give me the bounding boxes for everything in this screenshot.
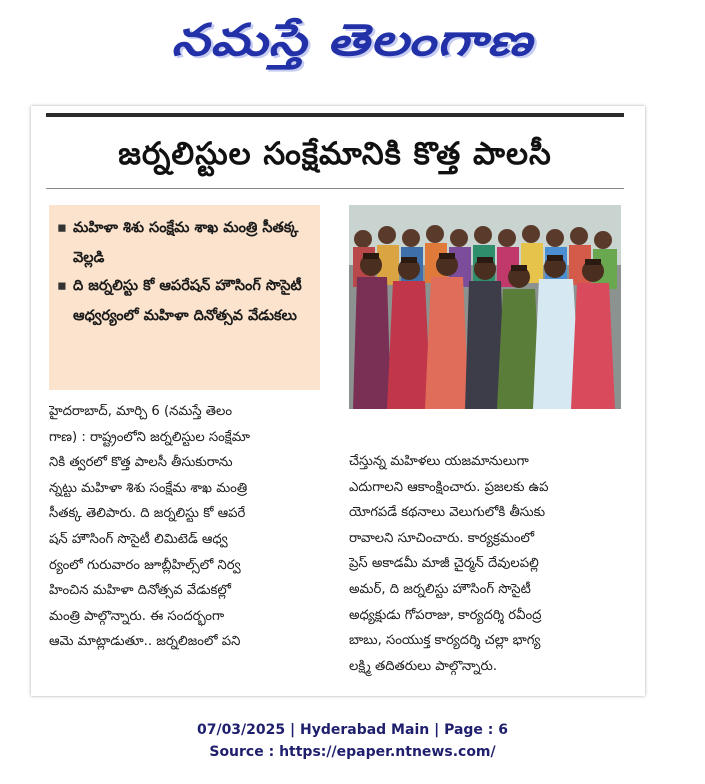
highlight-text: మహిళా శిశు సంక్షేమ శాఖ మంత్రి సీతక్క వెల్లడి <box>73 220 299 266</box>
article-clipping <box>31 106 645 696</box>
highlight-item <box>57 213 319 273</box>
body-line: ప్రెస్ అకాడమీ మాజీ చైర్మన్ దేవులపల్లి <box>349 556 539 572</box>
article-headline: జర్నలిస్టుల సంక్షేమానికి కొత్త పాలసీ <box>118 136 552 172</box>
group-photo-illustration <box>349 205 621 409</box>
body-line: షన్ హౌసింగ్ సొసైటీ లిమిటెడ్ ఆధ్వ <box>49 531 228 547</box>
square-bullet-icon: ▪ <box>57 220 67 236</box>
highlight-text: ది జర్నలిస్టు కో ఆపరేషన్ హౌసింగ్ సొసైటీ ఆధ్వర్యంలో మహిళా దినోత్సవ వేడుకలు <box>73 278 302 324</box>
headline-rule <box>46 188 624 189</box>
body-line: బాబు, సంయుక్త కార్యదర్శి చల్లా భాగ్య <box>349 633 541 649</box>
body-line: హించిన మహిళా దినోత్సవ వేడుకల్లో <box>49 583 231 599</box>
highlights-box <box>49 205 320 390</box>
edition-info: 07/03/2025 | Hyderabad Main | Page : 6 <box>196 722 509 738</box>
masthead <box>0 2 705 80</box>
body-line: మంత్రి పాల్గొన్నారు. ఈ సందర్భంగా <box>49 608 225 624</box>
body-line: ర్యంలో గురువారం జూబ్లీహిల్స్‌లో నిర్వ <box>49 557 241 573</box>
body-line: గాణ) : రాష్ట్రంలోని జర్నలిస్టుల సంక్షేమా <box>49 429 250 445</box>
body-line: నికి త్వరలో కొత్త పాలసీ తీసుకురాను <box>49 455 233 471</box>
body-line: ఆమె మాట్లాడుతూ.. జర్నలిజంలో పని <box>49 634 241 650</box>
body-line: న్నట్టు మహిళా శిశు సంక్షేమ శాఖ మంత్రి <box>49 480 248 496</box>
square-bullet-icon: ▪ <box>57 278 67 294</box>
body-line: యోగపడే కథనాలు వెలుగులోకి తీసుకు <box>349 505 546 521</box>
body-line: లక్ష్మి తదితరులు పాల్గొన్నారు. <box>349 658 498 674</box>
body-line: అధ్యక్షుడు గోపరాజు, కార్యదర్శి రవీంద్ర <box>349 607 542 623</box>
body-line: రావాలని సూచించారు. కార్యక్రమంలో <box>349 530 535 546</box>
article-body-left <box>49 399 323 655</box>
source-info: Source : https://epaper.ntnews.com/ <box>209 744 496 760</box>
newspaper-logo: నమస్తే తెలంగాణ <box>171 15 534 66</box>
body-line: అమర్, ది జర్నలిస్టు హౌసింగ్ సొసైటీ <box>349 581 531 597</box>
highlight-item <box>57 271 319 331</box>
body-line: ఎదుగాలని ఆకాంక్షించారు. ప్రజలకు ఉప <box>349 479 549 495</box>
body-line: హైదరాబాద్, మార్చి 6 (నమస్తే తెలం <box>49 404 233 419</box>
body-line: సీతక్క తెలిపారు. ది జర్నలిస్టు కో ఆపరే <box>49 506 246 522</box>
group-photo <box>349 205 621 409</box>
article-body-right <box>349 449 623 679</box>
body-line: చేస్తున్న మహిళలు యజమానులుగా <box>349 454 529 469</box>
top-rule <box>46 113 624 117</box>
